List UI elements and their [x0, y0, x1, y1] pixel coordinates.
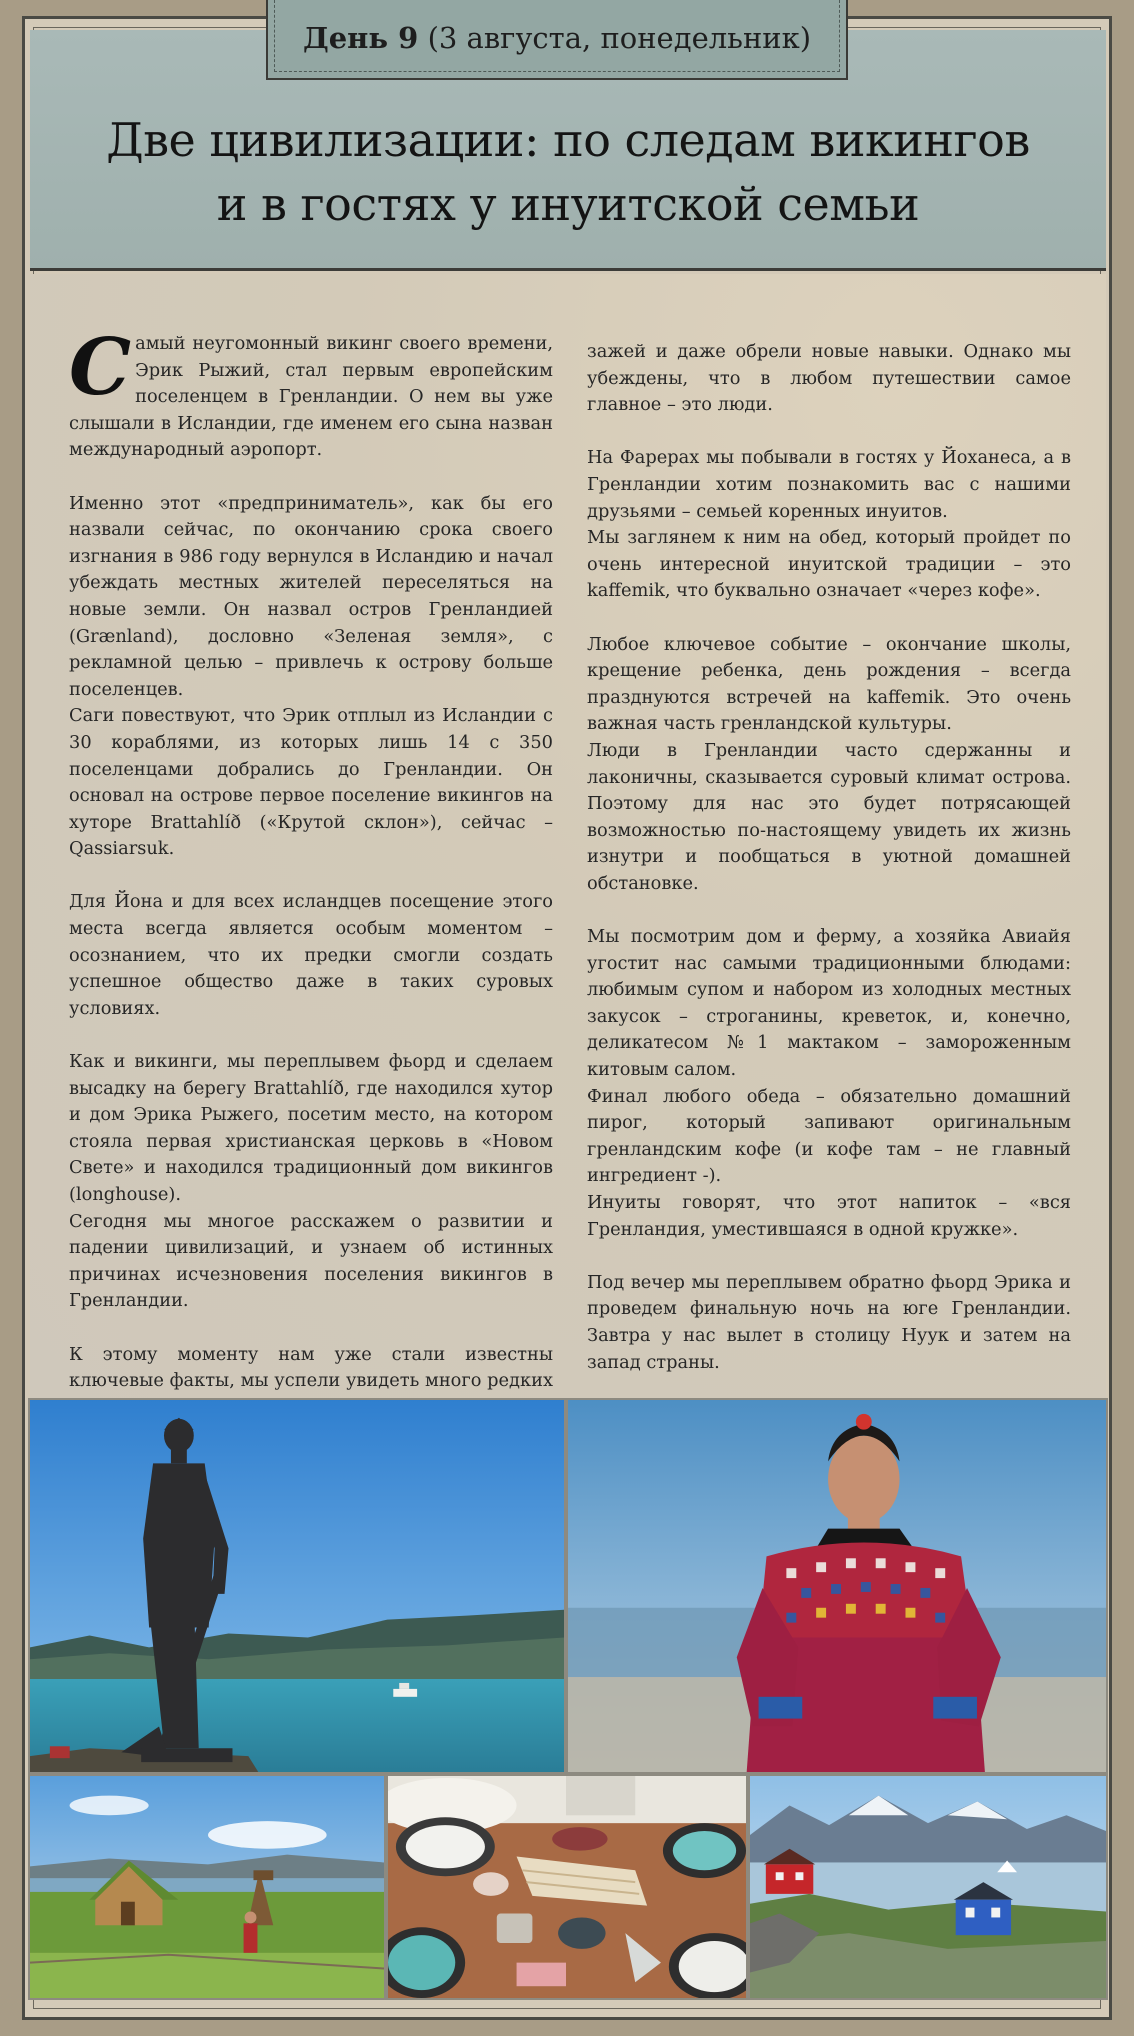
drop-cap: С [69, 322, 132, 413]
photo-viking-statue [28, 1398, 566, 1774]
paragraph: Люди в Гренландии часто сдержанны и лаконичны, сказывается суровый климат острова. Поэтому для нас это будет потрясающей возможностью по-настоящему увидеть их жизнь изнутри и пообщаться в уютной домашней обстановке. [587, 739, 1071, 894]
day-number: День 9 [302, 21, 419, 55]
paragraph: Финал любого обеда – обязательно домашний пирог, который запивают оригинальным гренландским кофе (и кофе там – не главный ингредиент -). [587, 1085, 1071, 1187]
article-column-left [69, 322, 553, 1448]
colored-houses-image [750, 1776, 1106, 1998]
paragraph: Мы посмотрим дом и ферму, а хозяйка Авиайя угостит нас самыми традиционными блюдами: любимым супом и набором из холодных местных закусок – строганины, креветок, и, конечно, деликатесом №1 мактаком – замороженным китовым салом. [587, 926, 1071, 1081]
paragraph [69, 322, 553, 464]
photo-kaffemik-table [386, 1774, 748, 2000]
paragraph: Саги повествуют, что Эрик отплыл из Исландии с 30 кораблями, из которых лишь 14 с 350 поселенцами добрались до Гренландии. Он основал на острове первое поселение викингов на хуторе Brattahlíð («Крутой склон»), сейчас – Qassiarsuk. [69, 705, 553, 860]
day-tab [266, 0, 848, 80]
paragraph: зажей и даже обрели новые навыки. Однако мы убеждены, что в любом путешествии самое главное – это люди. [587, 341, 1071, 416]
page-title [30, 108, 1106, 236]
paragraph: Инуиты говорят, что этот напиток – «вся Гренландия, уместившаяся в одной кружке». [587, 1192, 1071, 1240]
title-line-2: и в гостях у инуитской семьи [216, 177, 920, 231]
paragraph: Именно этот «предприниматель», как бы его назвали сейчас, по окончанию срока своего изгнания в 986 году вернулся в Исландию и начал убеждать местных жителей переселяться на новые земли. Он назвал остров Гренландией (Grænland), дословно «Зеленая земля», с рекламной целью – привлечь к острову больше поселенцев. [69, 492, 553, 700]
photo-turf-house [28, 1774, 386, 2000]
paragraph: Как и викинги, мы переплывем фьорд и сделаем высадку на берегу Brattahlíð, где находился хутор и дом Эрика Рыжего, посетим место, на котором стояла первая христианская церковь в «Новом Свете» и находился традиционный дом викингов (longhouse). [69, 1051, 553, 1205]
kaffemik-table-image [388, 1776, 746, 1998]
article-column-right [587, 339, 1071, 1376]
paragraph: Под вечер мы переплывем обратно фьорд Эрика и проведем финальную ночь на юге Гренландии. Завтра у нас вылет в столицу Нуук и затем на запад страны. [587, 1271, 1071, 1373]
paragraph: Любое ключевое событие – окончание школы, крещение ребенка, день рождения – всегда празднуются встречей на kaffemik. Это очень важная часть гренландской культуры. [587, 633, 1071, 735]
paragraph: Сегодня мы многое расскажем о развитии и падении цивилизаций, и узнаем об истинных причинах исчезновения поселения викингов в Гренландии. [69, 1210, 553, 1312]
paragraph: Мы заглянем к ним на обед, который пройдет по очень интересной инуитской традиции – это kaffemik, что буквально означает «через кофе». [587, 527, 1071, 602]
paragraph: Для Йона и для всех исландцев посещение этого места всегда является особым моментом – осознанием, что их предки смогли создать успешное общество даже в таких суровых условиях. [69, 891, 553, 1019]
day-date: (3 августа, понедельник) [427, 21, 812, 55]
photo-colored-houses [748, 1774, 1108, 2000]
article-body [30, 274, 1106, 1400]
viking-statue-image [30, 1400, 564, 1772]
inuit-woman-image [568, 1400, 1106, 1772]
paragraph: На Фарерах мы побывали в гостях у Йоханеса, а в Гренландии хотим познакомить вас с нашими друзьями – семьей коренных инуитов. [587, 447, 1071, 522]
turf-house-image [30, 1776, 384, 1998]
paragraph: К этому моменту нам уже стали известны ключевые факты, мы успели увидеть много редких [69, 1343, 553, 1392]
paragraph-text: амый неугомонный викинг своего времени, Эрик Рыжий, стал первым европейским поселенцем в Гренландии. О нем вы уже слышали в Исландии, где именем его сына назван международный аэропорт. [69, 333, 553, 461]
photo-inuit-woman [566, 1398, 1108, 1774]
title-line-1: Две цивилизации: по следам викингов [106, 113, 1030, 167]
day-label [303, 21, 811, 55]
